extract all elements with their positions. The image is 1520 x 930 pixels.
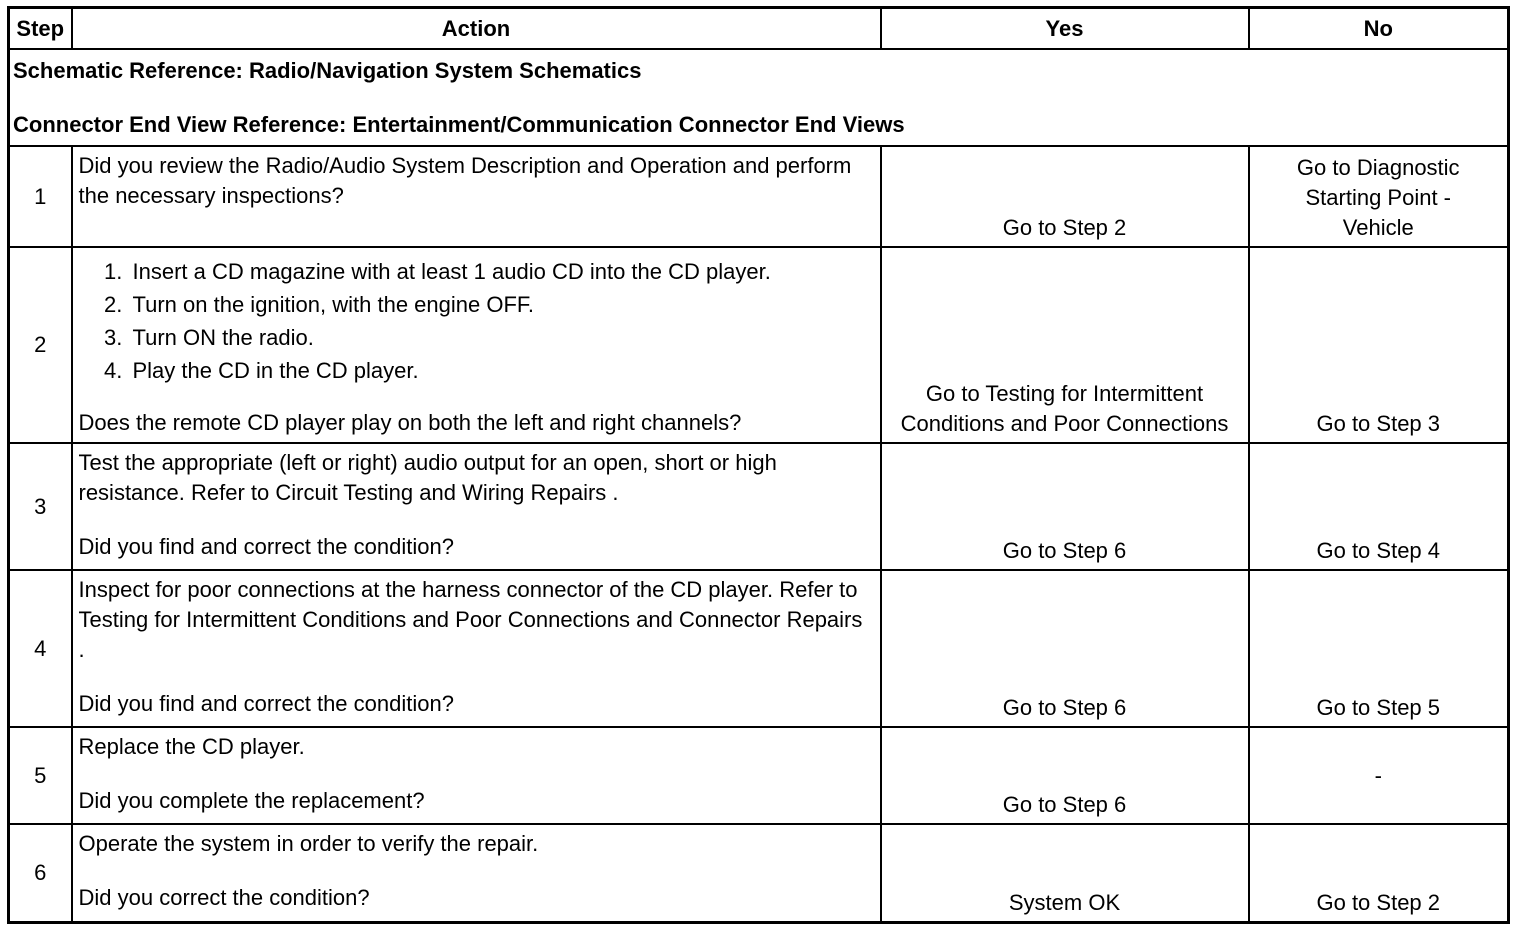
step-list	[79, 255, 874, 387]
table-row	[9, 247, 1509, 443]
action-cell	[72, 247, 881, 443]
no-result: -	[1249, 727, 1509, 824]
step-number: 2	[9, 247, 72, 443]
action-cell	[72, 824, 881, 922]
action-cell	[72, 727, 881, 824]
table-row	[9, 824, 1509, 922]
yes-result-text: Go to Testing for Intermittent Conditions and Poor Connections	[900, 381, 1229, 436]
action-text: Operate the system in order to verify the repair.	[78, 831, 539, 856]
reference-row	[9, 49, 1509, 146]
step-number: 6	[9, 824, 72, 922]
yes-result: Go to Step 6	[881, 443, 1249, 570]
question-text: Did you correct the condition?	[78, 885, 370, 910]
yes-result: Go to Step 2	[881, 146, 1249, 247]
step-number: 5	[9, 727, 72, 824]
yes-result: Go to Step 6	[881, 570, 1249, 727]
action-text: Replace the CD player.	[78, 734, 305, 759]
header-no: No	[1249, 8, 1509, 50]
step-number: 1	[9, 146, 72, 247]
question-text: Does the remote CD player play on both the left and right channels?	[78, 410, 742, 435]
list-item: 3. Turn ON the radio.	[129, 321, 874, 354]
question-text: Did you find and correct the condition?	[78, 534, 454, 559]
no-result: Go to Step 3	[1249, 247, 1509, 443]
no-result: Go to Step 2	[1249, 824, 1509, 922]
table-row	[9, 727, 1509, 824]
schematic-reference: Schematic Reference: Radio/Navigation System Schematics	[13, 58, 642, 83]
header-row	[9, 8, 1509, 50]
no-result-text: Go to Diagnostic Starting Point - Vehicle	[1296, 155, 1460, 240]
action-cell	[72, 443, 881, 570]
header-yes: Yes	[881, 8, 1249, 50]
diagnostic-table	[7, 6, 1510, 924]
table-row	[9, 146, 1509, 247]
list-item: 2. Turn on the ignition, with the engine OFF.	[129, 288, 874, 321]
yes-result: Go to Step 6	[881, 727, 1249, 824]
question-text: Did you complete the replacement?	[78, 788, 425, 813]
no-result	[1249, 146, 1509, 247]
step-number: 4	[9, 570, 72, 727]
no-result: Go to Step 5	[1249, 570, 1509, 727]
no-result: Go to Step 4	[1249, 443, 1509, 570]
table-row	[9, 570, 1509, 727]
action-text: Inspect for poor connections at the harness connector of the CD player. Refer to Testing for Intermittent Conditions and Poor Connections and Connector Repairs .	[78, 577, 863, 662]
action-cell	[72, 570, 881, 727]
connector-reference: Connector End View Reference: Entertainment/Communication Connector End Views	[13, 112, 905, 137]
step-number: 3	[9, 443, 72, 570]
header-step: Step	[9, 8, 72, 50]
action-text: Did you review the Radio/Audio System Description and Operation and perform the necessary inspections?	[72, 146, 881, 247]
yes-result	[881, 247, 1249, 443]
reference-cell	[9, 49, 1509, 146]
question-text: Did you find and correct the condition?	[78, 691, 454, 716]
header-action: Action	[72, 8, 881, 50]
yes-result: System OK	[881, 824, 1249, 922]
list-item: 4. Play the CD in the CD player.	[129, 354, 874, 387]
list-item: 1. Insert a CD magazine with at least 1 audio CD into the CD player.	[129, 255, 874, 288]
action-text: Test the appropriate (left or right) audio output for an open, short or high resistance. Refer to Circuit Testing and Wiring Repairs .	[78, 450, 777, 505]
table-row	[9, 443, 1509, 570]
